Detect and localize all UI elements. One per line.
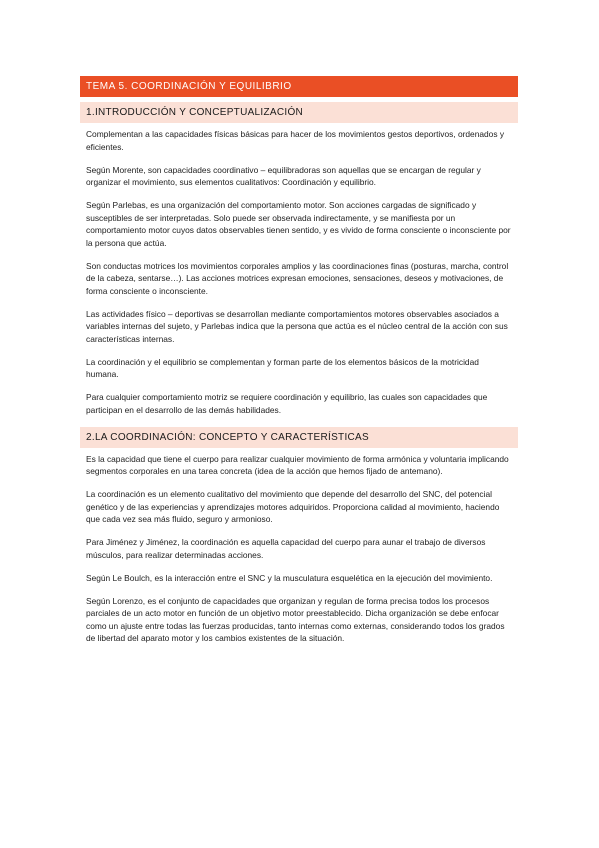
paragraph: Para Jiménez y Jiménez, la coordinación es aquella capacidad del cuerpo para aunar el trabajo de diversos músculos, para realizar determinadas acciones. bbox=[86, 537, 486, 560]
paragraph: Las actividades físico – deportivas se desarrollan mediante comportamientos motores observables asociados a variables internas del sujeto, y Parlebas indica que la persona que actúa es el núcleo central de la acción con sus características internas. bbox=[86, 308, 508, 344]
paragraph: Para cualquier comportamiento motriz se requiere coordinación y equilibrio, las cuales son capacidades que participan en el desarrollo de las demás habilidades. bbox=[86, 392, 488, 415]
paragraph: La coordinación y el equilibrio se complementan y forman parte de los elementos básicos de la motricidad humana. bbox=[86, 356, 479, 379]
paragraph: Son conductas motrices los movimientos corporales amplios y las coordinaciones finas (posturas, marcha, control de la cabeza, sentarse…). Las acciones motrices expresan emociones, sensaciones, deseos y motivaciones, de forma consciente o inconsciente. bbox=[86, 260, 509, 296]
paragraph: Según Parlebas, es una organización del comportamiento motor. Son acciones cargadas de significado y susceptibles de ser interpretadas. Solo puede ser observada indirectamente, y se manifiesta por un comportamiento motor cuyos datos observables tienen sentido, y es vivido de forma consciente o inconsciente por la persona que actúa. bbox=[86, 200, 511, 248]
document-title: TEMA 5. COORDINACIÓN Y EQUILIBRIO bbox=[80, 76, 518, 97]
paragraph: Complementan a las capacidades físicas básicas para hacer de los movimientos gestos deportivos, ordenados y eficientes. bbox=[86, 129, 505, 152]
section-heading-coordinacion: 2.LA COORDINACIÓN: CONCEPTO Y CARACTERÍSTICAS bbox=[80, 427, 518, 448]
paragraph: La coordinación es un elemento cualitativo del movimiento que depende del desarrollo del SNC, del potencial genético y de las experiencias y aprendizajes motores adquiridos. Proporciona calidad al movimiento, haciendo que cada vez sea más fluido, seguro y armonioso. bbox=[86, 489, 500, 524]
paragraph: Es la capacidad que tiene el cuerpo para realizar cualquier movimiento de forma armónica y voluntaria implicando segmentos corporales en una tarea concreta (idea de la acción que hemos fijado de antemano). bbox=[86, 453, 509, 476]
paragraph: Según Le Boulch, es la interacción entre el SNC y la musculatura esquelética en la ejecución del movimiento. bbox=[86, 572, 493, 583]
section-heading-introduccion: 1.INTRODUCCIÓN Y CONCEPTUALIZACIÓN bbox=[80, 102, 518, 123]
paragraph: Según Morente, son capacidades coordinativo – equilibradoras son aquellas que se encargan de regular y organizar el movimiento, sus elementos cualitativos: Coordinación y equilibrio. bbox=[86, 164, 481, 187]
document-page bbox=[80, 76, 518, 655]
paragraph: Según Lorenzo, es el conjunto de capacidades que organizan y regulan de forma precisa todos los procesos parciales de un acto motor en función de un objetivo motor preestablecido. Dicha organización se debe enfocar como un ajuste entre todas las fuerzas producidas, tanto internas como externas, considerando todos los grados de libertad del aparato motor y los cambios existentes de la situación. bbox=[86, 595, 505, 643]
